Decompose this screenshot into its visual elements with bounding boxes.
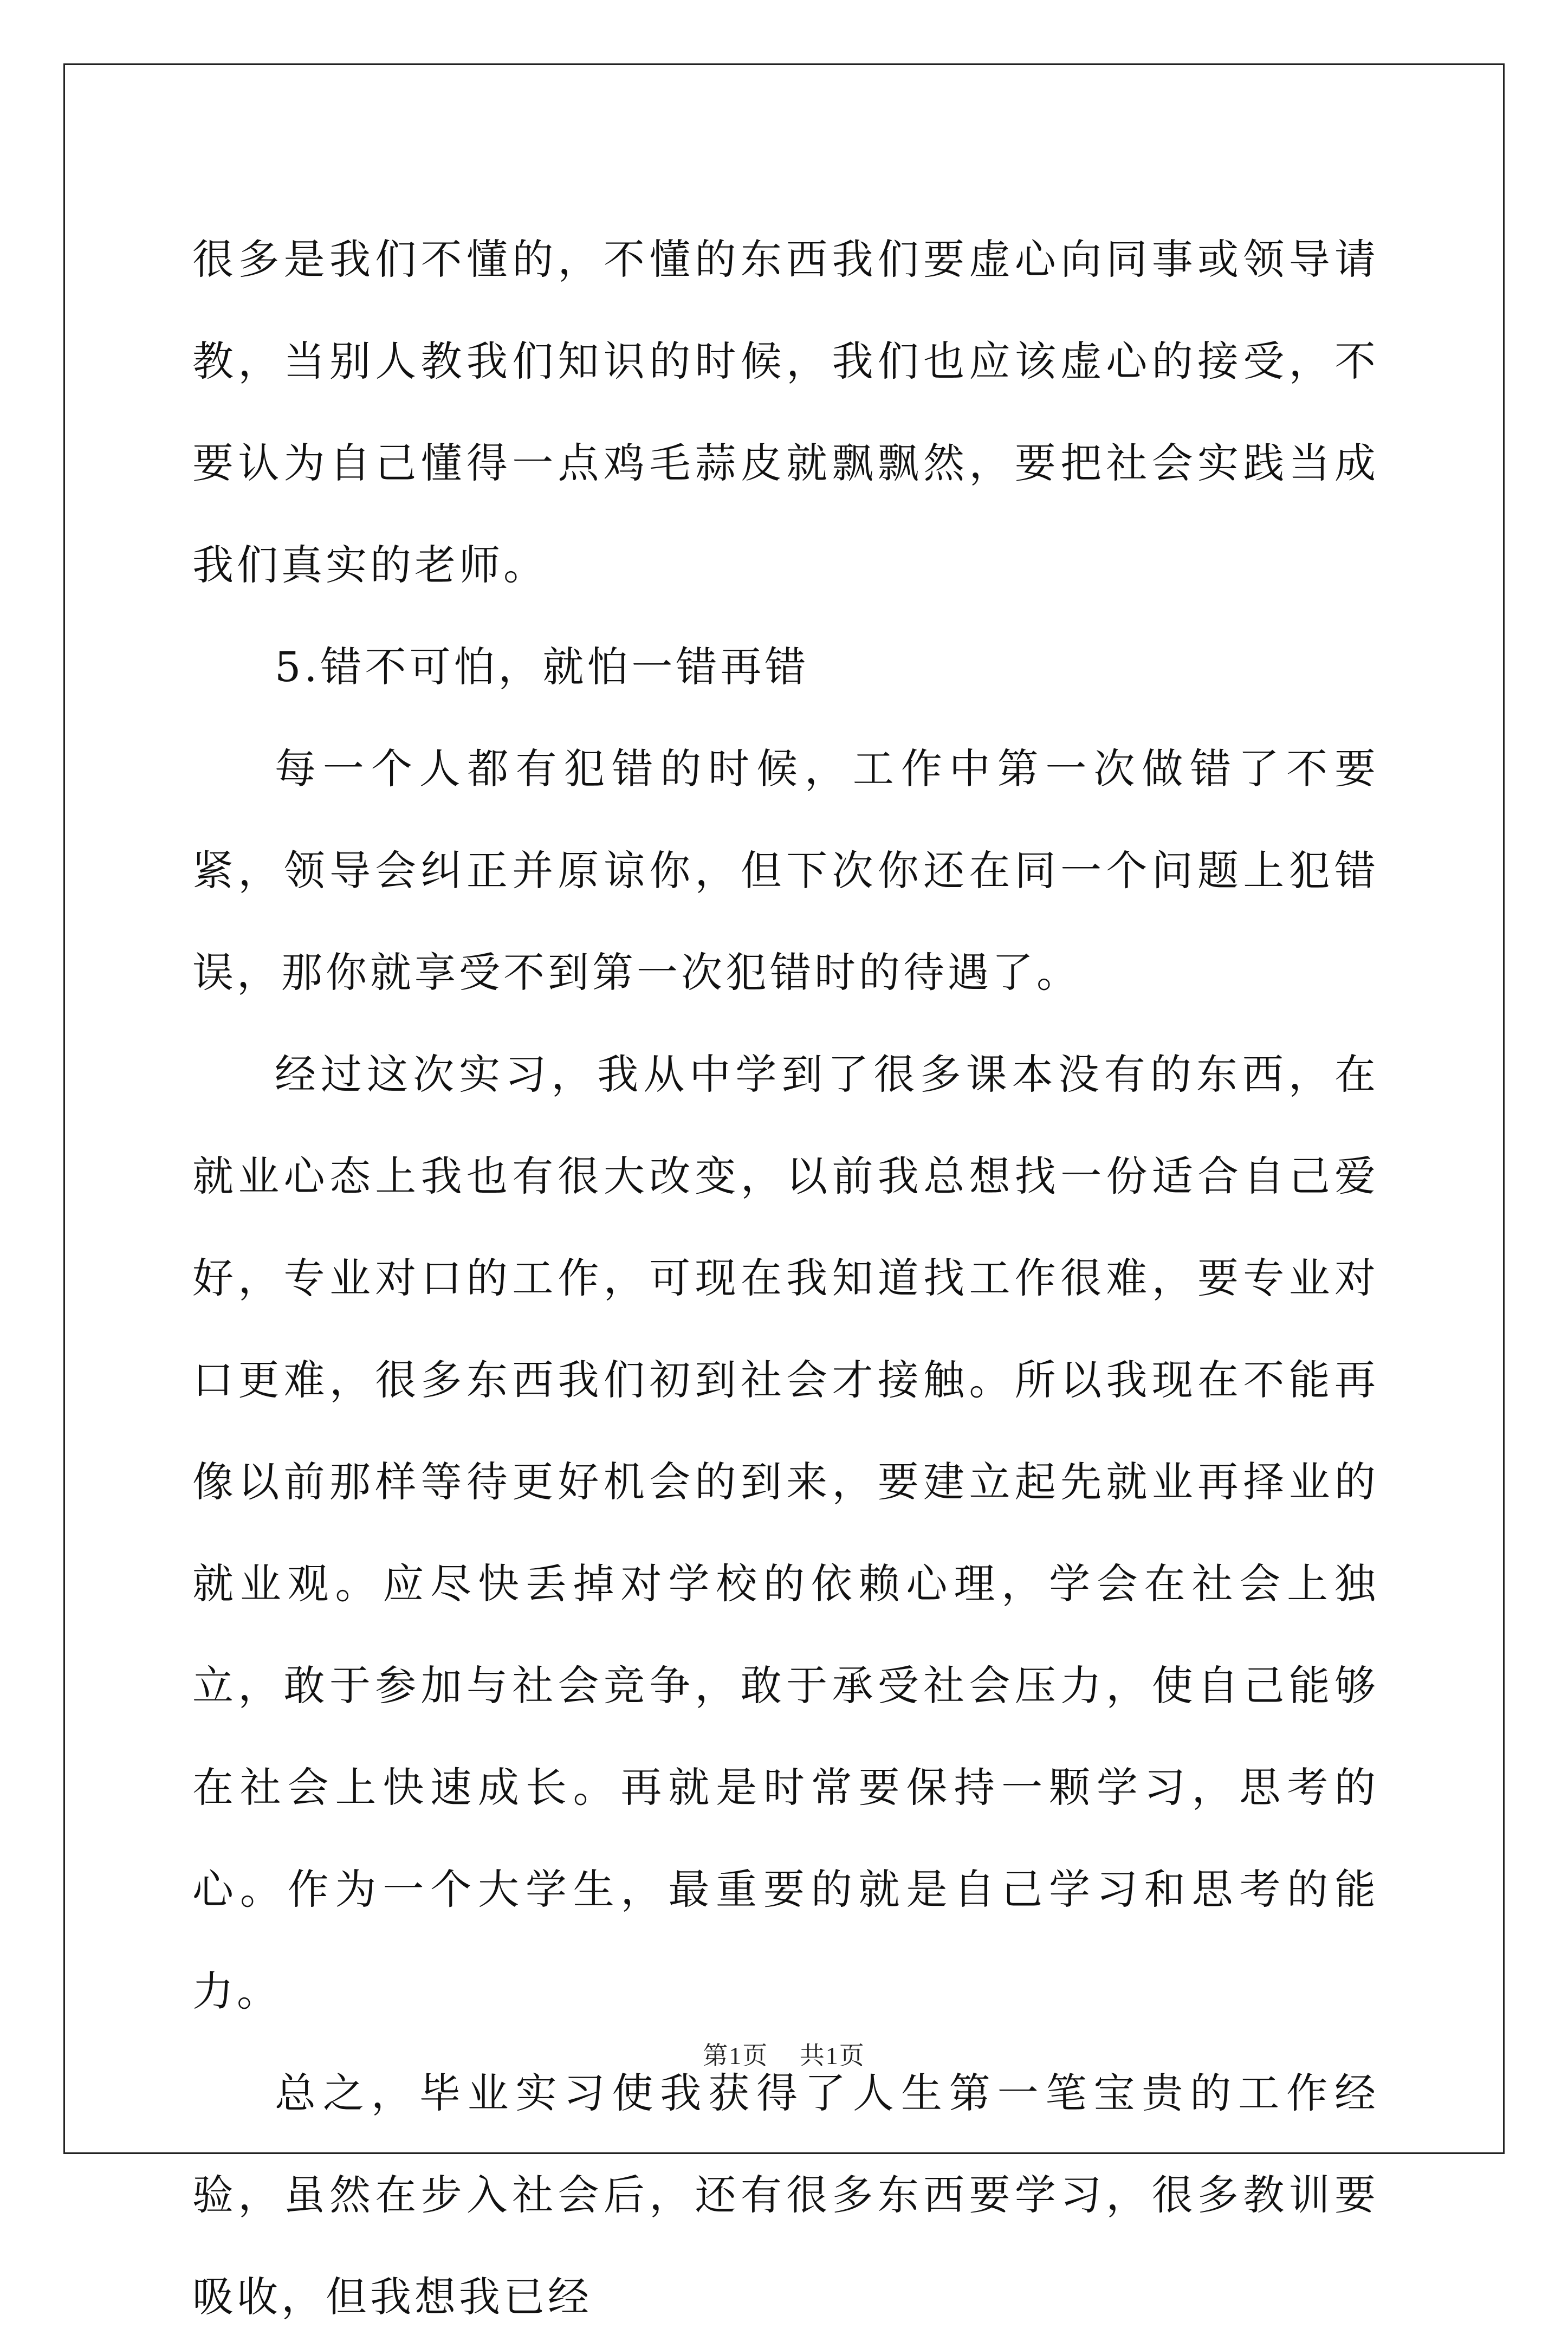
section-heading: 5.错不可怕，就怕一错再错 bbox=[275, 643, 809, 691]
page-total: 共1页 bbox=[799, 2042, 865, 2069]
paragraph: 经过这次实习，我从中学到了很多课本没有的东西，在就业心态上我也有很大改变，以前我总想找一份适合自己爱好，专业对口的工作，可现在我知道找工作很难，要专业对口更难，很多东西我们初到社会才接触。所以我现在不能再像以前那样等待更好机会的到来，要建立起先就业再择业的就业观。应尽快丢掉对学校的依赖心理，学会在社会上独立，敢于参加与社会竞争，敢于承受社会压力，使自己能够在社会上快速成长。再就是时常要保持一颗学习，思考的心。作为一个大学生，最重要的就是自己学习和思考的能力。 bbox=[192, 1050, 1379, 2015]
page-footer bbox=[0, 2036, 1568, 2072]
page-number: 第1页 bbox=[703, 2042, 769, 2069]
paragraph-continuation: 很多是我们不懂的，不懂的东西我们要虚心向同事或领导请教，当别人教我们知识的时候，我们也应该虚心的接受，不要认为自己懂得一点鸡毛蒜皮就飘飘然，要把社会实践当成我们真实的老师。 bbox=[192, 235, 1379, 589]
document-body bbox=[192, 209, 1379, 2348]
paragraph: 总之，毕业实习使我获得了人生第一笔宝贵的工作经验，虽然在步入社会后，还有很多东西要学习，很多教训要吸收，但我想我已经 bbox=[192, 2069, 1379, 2321]
paragraph: 每一个人都有犯错的时候，工作中第一次做错了不要紧，领导会纠正并原谅你，但下次你还在同一个问题上犯错误，那你就享受不到第一次犯错时的待遇了。 bbox=[192, 745, 1379, 997]
